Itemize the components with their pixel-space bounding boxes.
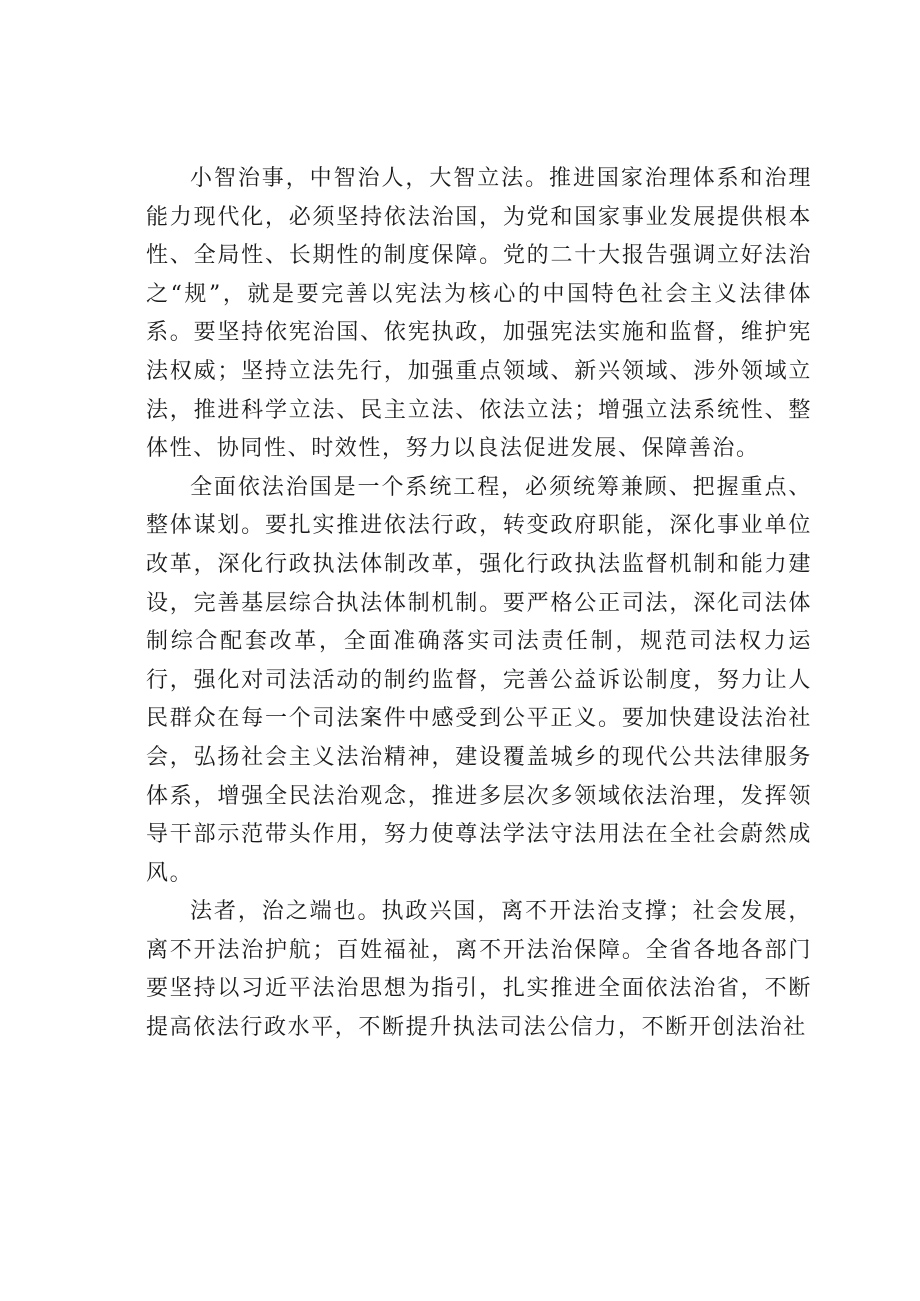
paragraph-1: 小智治事，中智治人，大智立法。推进国家治理体系和治理能力现代化，必须坚持依法治国，为党和国家事业发展提供根本性、全局性、长期性的制度保障。党的二十大报告强调立好法治之“规”，就是要完善以宪法为核心的中国特色社会主义法律体系。要坚持依宪治国、依宪执政，加强宪法实施和监督，维护宪法权威；坚持立法先行，加强重点领域、新兴领域、涉外领域立法，推进科学立法、民主立法、依法立法；增强立法系统性、整体性、协同性、时效性，努力以良法促进发展、保障善治。 xyxy=(146,166,812,462)
paragraph-3: 法者，治之端也。执政兴国，离不开法治支撑；社会发展，离不开法治护航；百姓福祉，离不开法治保障。全省各地各部门要坚持以习近平法治思想为指引，扎实推进全面依法治省，不断提高依法行政水平，不断提升执法司法公信力，不断开创法治社 xyxy=(146,899,812,1041)
document-body xyxy=(146,160,812,1048)
paragraph-2: 全面依法治国是一个系统工程，必须统筹兼顾、把握重点、整体谋划。要扎实推进依法行政，转变政府职能，深化事业单位改革，深化行政执法体制改革，强化行政执法监督机制和能力建设，完善基层综合执法体制机制。要严格公正司法，深化司法体制综合配套改革，全面准确落实司法责任制，规范司法权力运行，强化对司法活动的制约监督，完善公益诉讼制度，努力让人民群众在每一个司法案件中感受到公平正义。要加快建设法治社会，弘扬社会主义法治精神，建设覆盖城乡的现代公共法律服务体系，增强全民法治观念，推进多层次多领域依法治理，发挥领导干部示范带头作用，努力使尊法学法守法用法在全社会蔚然成风。 xyxy=(146,474,812,886)
